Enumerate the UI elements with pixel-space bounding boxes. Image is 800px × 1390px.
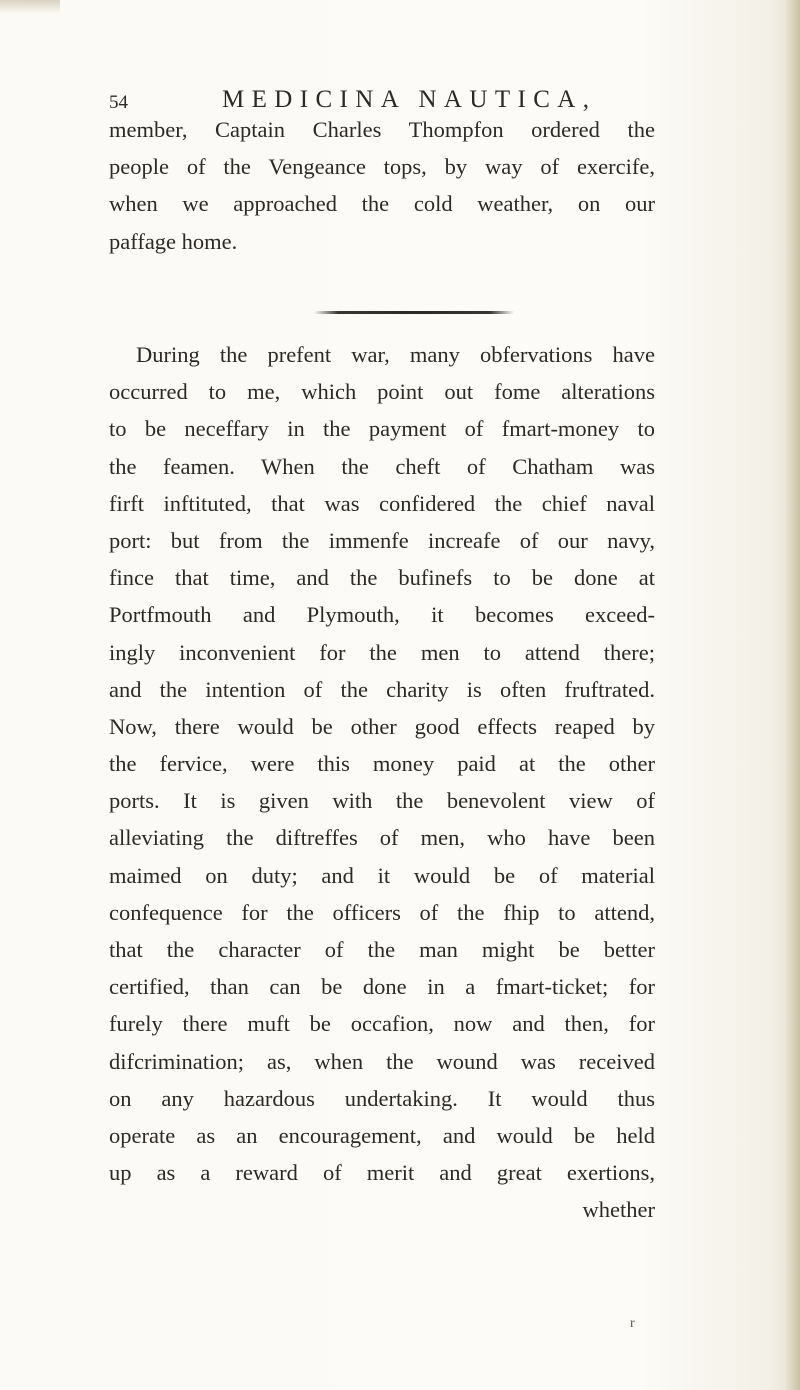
page-number: 54 <box>109 92 128 113</box>
text-line: on any hazardous undertaking. It would thus <box>109 1085 655 1111</box>
text-line: fince that time, and the bufinefs to be done at <box>109 565 655 591</box>
text-line: Portfmouth and Plymouth, it becomes exceed- <box>109 602 655 628</box>
text-line: the feamen. When the cheft of Chatham was <box>109 453 655 479</box>
text-line: furely there muft be occafion, now and then, for <box>109 1011 655 1037</box>
text-line: firft inftituted, that was confidered the chief naval <box>109 490 655 516</box>
running-head: MEDICINA NAUTICA, <box>222 86 597 113</box>
text-line: up as a reward of merit and great exertions, <box>109 1160 655 1186</box>
text-line: the fervice, were this money paid at the other <box>109 751 655 777</box>
text-line: operate as an encouragement, and would be held <box>109 1122 655 1148</box>
text-line: ports. It is given with the benevolent view of <box>109 788 655 814</box>
text-line: member, Captain Charles Thompfon ordered the <box>109 117 655 142</box>
text-line: to be neceffary in the payment of fmart-money to <box>109 416 655 442</box>
page-binding-edge <box>786 0 800 1390</box>
paper-stain <box>0 0 60 14</box>
text-line: confequence for the officers of the fhip to attend, <box>109 899 655 925</box>
text-line: people of the Vengeance tops, by way of exercife, <box>109 154 655 180</box>
text-line: paffage home. <box>109 228 238 254</box>
text-line: difcrimination; as, when the wound was received <box>109 1048 655 1074</box>
text-line: certified, than can be done in a fmart-ticket; for <box>109 974 655 1000</box>
text-line: that the character of the man might be better <box>109 937 655 962</box>
text-line: Now, there would be other good effects reaped by <box>109 713 655 739</box>
text-line: when we approached the cold weather, on our <box>109 191 655 217</box>
catchword: whether <box>582 1197 655 1223</box>
text-line: ingly inconvenient for the men to attend there; <box>109 639 655 665</box>
text-line: alleviating the diftreffes of men, who have been <box>109 825 655 851</box>
paragraph-1 <box>109 111 655 260</box>
text-line: During the prefent war, many obfervations have <box>136 342 655 367</box>
text-line: maimed on duty; and it would be of material <box>109 862 655 888</box>
signature-mark: r <box>630 1316 635 1331</box>
text-line: occurred to me, which point out fome alterations <box>109 379 655 405</box>
section-divider-rule <box>314 311 514 314</box>
paragraph-2 <box>109 336 655 1229</box>
text-line: and the intention of the charity is often fruftrated. <box>109 676 655 702</box>
text-line: port: but from the immenfe increafe of our navy, <box>109 527 655 553</box>
